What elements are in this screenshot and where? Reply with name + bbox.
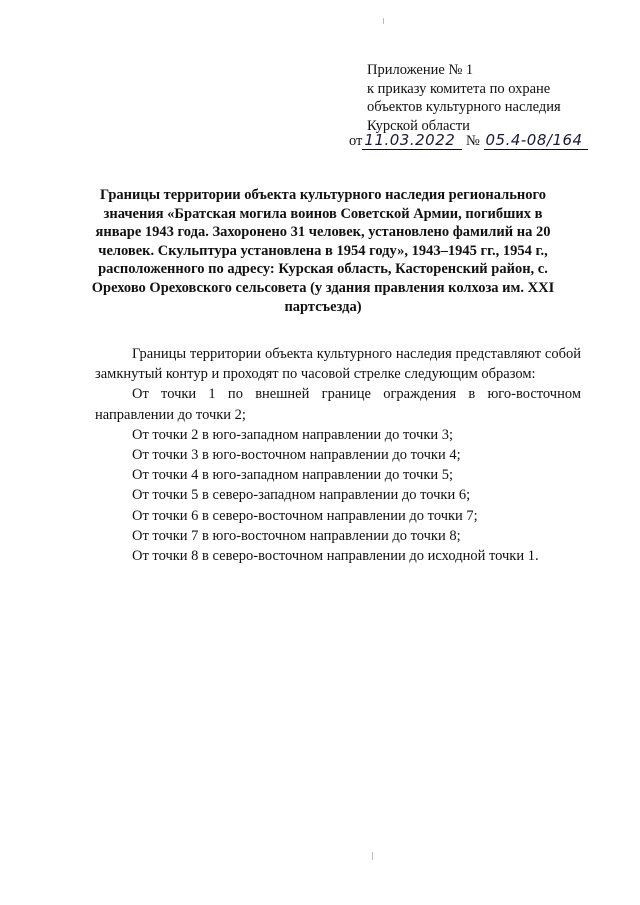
order-date-prefix: от (349, 133, 363, 149)
annex-order-ref: к приказу комитета по охране (367, 80, 551, 97)
scan-mark-top (383, 18, 384, 24)
annex-header (367, 61, 561, 135)
boundary-point-8: От точки 8 в северо-восточном направлении до исходной точки 1. (132, 548, 539, 565)
boundary-point-3: От точки 3 в юго-восточном направлении до точки 4; (132, 447, 461, 464)
annex-number: Приложение № 1 (367, 62, 474, 78)
intro-paragraph: Границы территории объекта культурного наследия представляют собой замкнутый контур и проходят по часовой стрелке следующим образом: (95, 346, 581, 383)
document-title: Границы территории объекта культурного наследия регионального значения «Братская могила воинов Советской Армии, погибших в январе 1943 года. Захоронено 31 человек, установлено фамилий на 20 человек. Скульптура установлена в 1954 году», 1943–1945 гг., 1954 г., расположенного по адресу: Курская область, Касторенский район, с. Орехово Ореховского сельсовета (у здания правления колхоза им. XXI партсъезда) (91, 187, 555, 315)
annex-committee: объектов культурного наследия (367, 99, 561, 115)
order-reference (349, 132, 588, 150)
boundary-point-1: От точки 1 по внешней границе ограждения в юго-восточном направлении до точки 2; (95, 386, 581, 423)
document-body (95, 344, 581, 566)
order-date-handwritten: 11.03.2022 (364, 131, 456, 149)
boundary-point-2: От точки 2 в юго-западном направлении до точки 3; (132, 426, 454, 443)
boundary-point-6: От точки 6 в северо-восточном направлении до точки 7; (132, 507, 478, 524)
boundary-point-7: От точки 7 в юго-восточном направлении до точки 8; (132, 527, 461, 544)
boundary-point-5: От точки 5 в северо-западном направлении до точки 6; (132, 487, 471, 504)
order-number-sign: № (466, 133, 480, 149)
order-number-handwritten: 05.4-08/164 (485, 131, 583, 149)
scan-mark-bottom (372, 852, 373, 860)
annex-region: Курской области (367, 117, 470, 134)
boundary-point-4: От точки 4 в юго-западном направлении до точки 5; (132, 467, 454, 484)
